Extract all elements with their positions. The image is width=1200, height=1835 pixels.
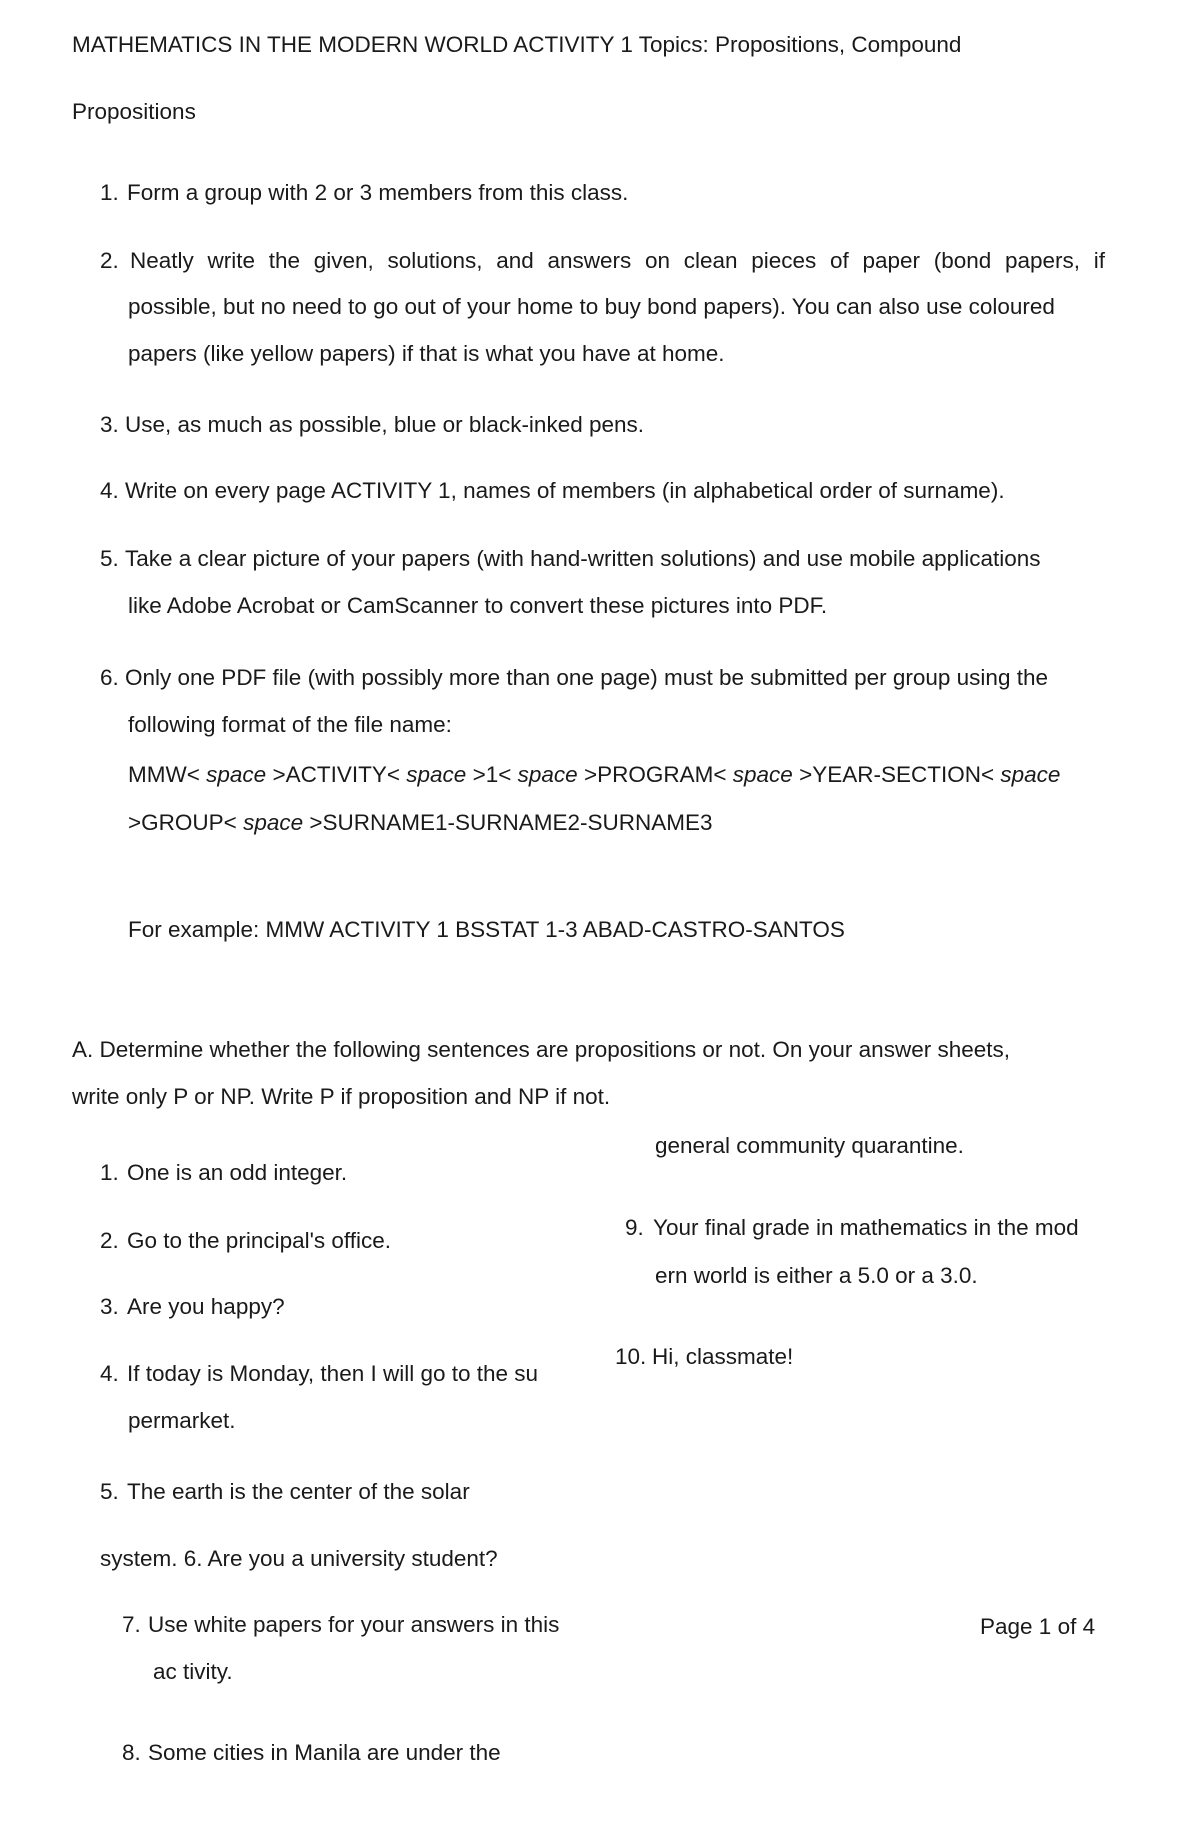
document-title: MATHEMATICS IN THE MODERN WORLD ACTIVITY 1 Topics: Propositions, Compound bbox=[72, 32, 962, 57]
item-number: 2. bbox=[100, 1228, 119, 1253]
format-segment: >GROUP< bbox=[128, 810, 237, 835]
list-item: One is an odd integer. bbox=[127, 1160, 348, 1185]
format-segment: >ACTIVITY< bbox=[272, 762, 400, 787]
format-segment: >PROGRAM< bbox=[583, 762, 727, 787]
item-number: 9. bbox=[625, 1215, 644, 1240]
item-number: 1. bbox=[100, 1160, 119, 1185]
format-placeholder: space bbox=[1000, 762, 1061, 787]
format-placeholder: space bbox=[517, 762, 578, 787]
list-item-continued: general community quarantine. bbox=[655, 1133, 964, 1158]
instruction-text: following format of the file name: bbox=[128, 712, 452, 737]
item-number: 10. bbox=[615, 1344, 647, 1369]
format-placeholder: space bbox=[406, 762, 467, 787]
list-item: Use white papers for your answers in this bbox=[148, 1612, 560, 1637]
list-item: Go to the principal's office. bbox=[127, 1228, 392, 1253]
item-number: 8. bbox=[122, 1740, 141, 1765]
list-item: If today is Monday, then I will go to the su bbox=[127, 1361, 539, 1386]
list-item-continued: ac tivity. bbox=[153, 1659, 233, 1684]
filename-format-line bbox=[128, 808, 713, 838]
instruction-number: 2. bbox=[100, 248, 119, 273]
list-item: Some cities in Manila are under the bbox=[148, 1740, 501, 1765]
instruction-text: possible, but no need to go out of your home to buy bond papers). You can also use coloured bbox=[128, 294, 1055, 319]
instruction-text: like Adobe Acrobat or CamScanner to convert these pictures into PDF. bbox=[128, 593, 828, 618]
instruction-text: Only one PDF file (with possibly more than one page) must be submitted per group using the bbox=[125, 665, 1048, 690]
list-item: system. 6. Are you a university student? bbox=[100, 1546, 498, 1571]
item-number: 4. bbox=[100, 1361, 119, 1386]
instruction-text: Use, as much as possible, blue or black-inked pens. bbox=[125, 412, 645, 437]
list-item: Your final grade in mathematics in the mod bbox=[653, 1215, 1079, 1240]
list-item-continued: ern world is either a 5.0 or a 3.0. bbox=[655, 1263, 978, 1288]
filename-example: For example: MMW ACTIVITY 1 BSSTAT 1-3 ABAD-CASTRO-SANTOS bbox=[128, 917, 845, 942]
instruction-text: Form a group with 2 or 3 members from this class. bbox=[127, 180, 629, 205]
instruction-number: 5. bbox=[100, 546, 119, 571]
format-placeholder: space bbox=[732, 762, 793, 787]
format-placeholder: space bbox=[243, 810, 304, 835]
instruction-text: Neatly write the given, solutions, and answers on clean pieces of paper (bond papers, if bbox=[130, 248, 1105, 273]
format-segment: MMW< bbox=[128, 762, 200, 787]
page-number: Page 1 of 4 bbox=[980, 1614, 1096, 1639]
section-a-instructions: write only P or NP. Write P if proposition and NP if not. bbox=[72, 1084, 611, 1109]
filename-format-line bbox=[128, 760, 1060, 790]
document-title-continued: Propositions bbox=[72, 99, 196, 124]
instruction-text: Take a clear picture of your papers (with hand-written solutions) and use mobile applications bbox=[125, 546, 1041, 571]
instruction-number: 3. bbox=[100, 412, 119, 437]
section-a-instructions: A. Determine whether the following sentences are propositions or not. On your answer sheets, bbox=[72, 1037, 1010, 1062]
list-item: Are you happy? bbox=[127, 1294, 285, 1319]
item-number: 5. bbox=[100, 1479, 119, 1504]
instruction-number: 1. bbox=[100, 180, 119, 205]
list-item: Hi, classmate! bbox=[652, 1344, 794, 1369]
format-segment: >SURNAME1-SURNAME2-SURNAME3 bbox=[309, 810, 713, 835]
list-item: The earth is the center of the solar bbox=[127, 1479, 470, 1504]
instruction-number: 6. bbox=[100, 665, 119, 690]
item-number: 7. bbox=[122, 1612, 141, 1637]
format-segment: >YEAR-SECTION< bbox=[799, 762, 995, 787]
instruction-text: Write on every page ACTIVITY 1, names of members (in alphabetical order of surname). bbox=[125, 478, 1005, 503]
instruction-number: 4. bbox=[100, 478, 119, 503]
format-segment: >1< bbox=[472, 762, 512, 787]
list-item-continued: permarket. bbox=[128, 1408, 236, 1433]
item-number: 3. bbox=[100, 1294, 119, 1319]
format-placeholder: space bbox=[206, 762, 267, 787]
instruction-text: papers (like yellow papers) if that is what you have at home. bbox=[128, 341, 725, 366]
